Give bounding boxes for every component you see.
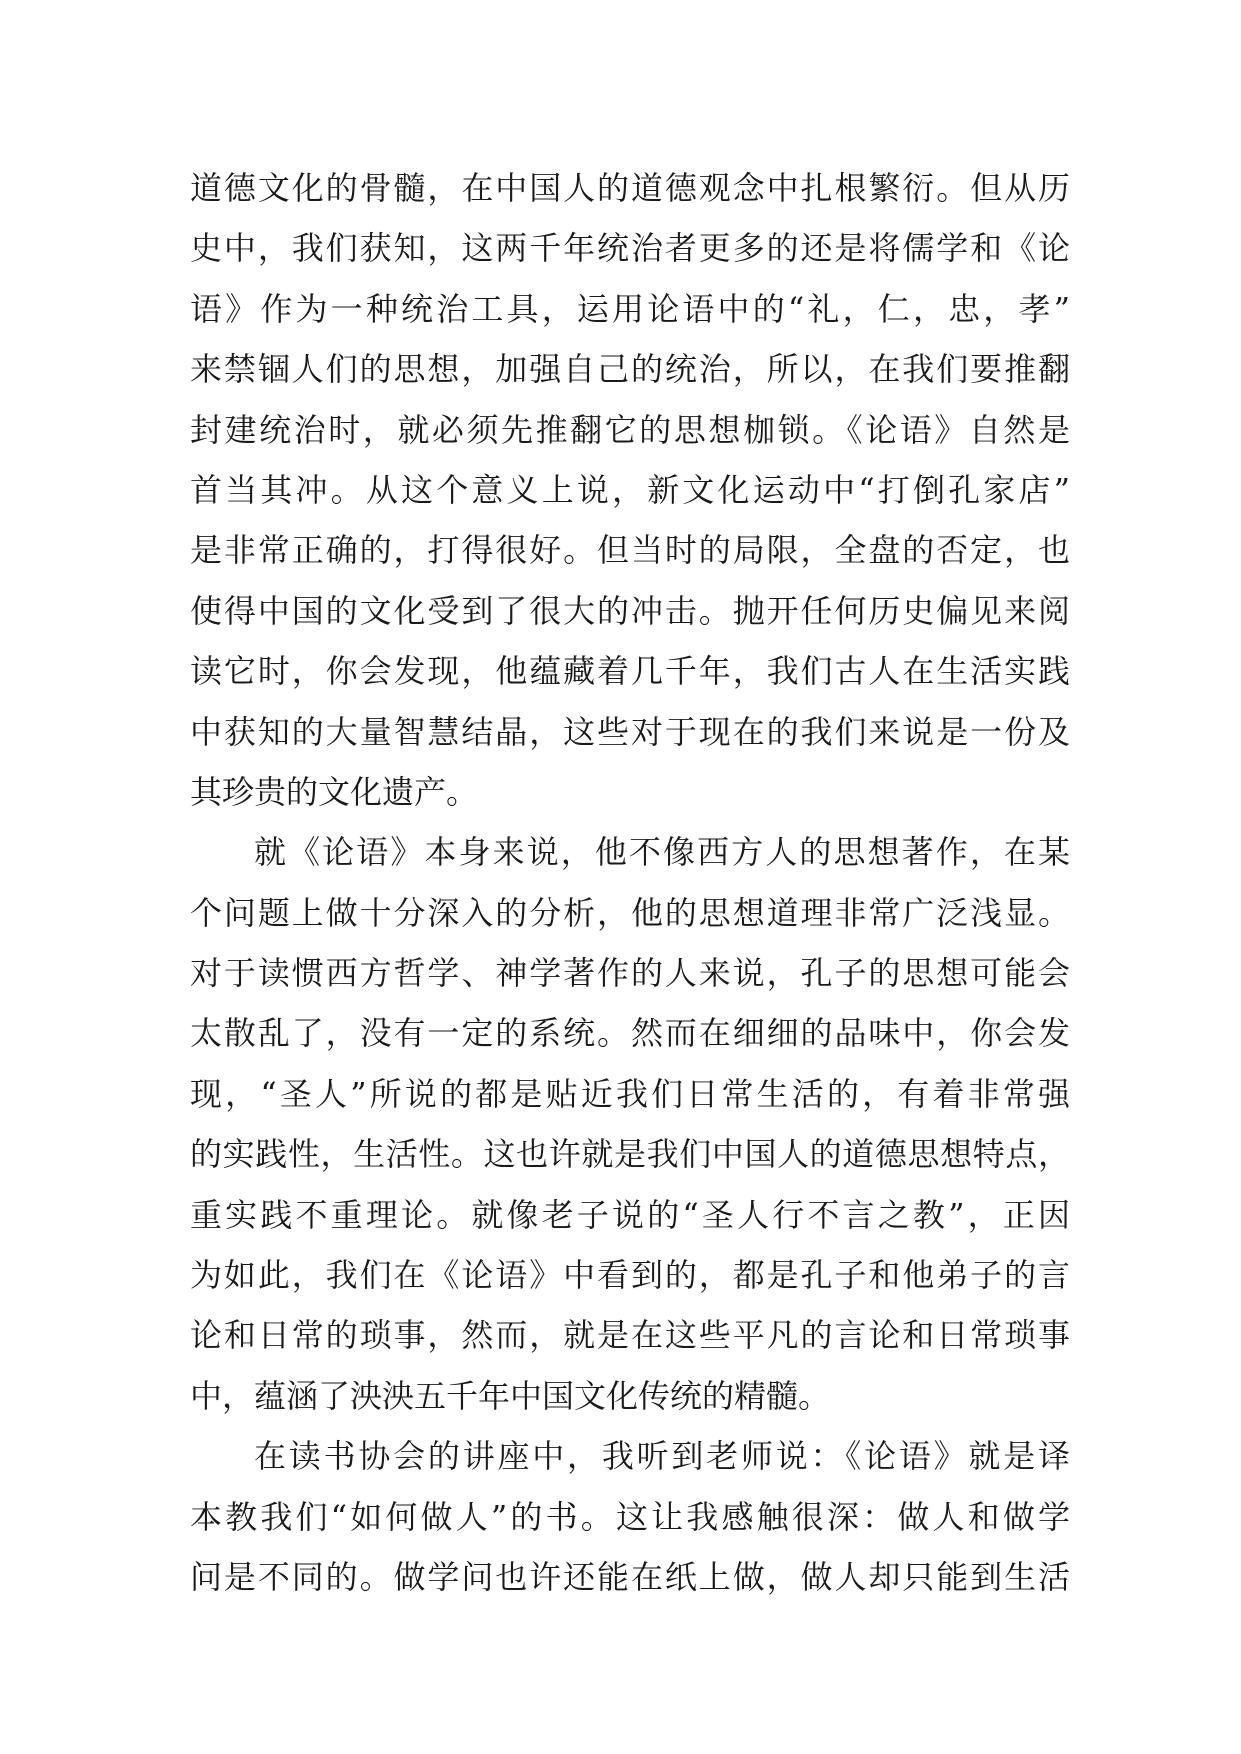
text-line: 本教我们“如何做人”的书。这让我感触很深：做人和做学 xyxy=(190,1497,1070,1536)
text-line: 太散乱了，没有一定的系统。然而在细细的品味中，你会发 xyxy=(190,1014,1070,1053)
text-line: 论和日常的琐事，然而，就是在这些平凡的言论和日常琐事 xyxy=(190,1316,1070,1355)
text-line: 中获知的大量智慧结晶，这些对于现在的我们来说是一份及 xyxy=(190,712,1070,751)
text-line: 为如此，我们在《论语》中看到的，都是孔子和他弟子的言 xyxy=(190,1256,1070,1295)
text-line: 是非常正确的，打得很好。但当时的局限，全盘的否定，也 xyxy=(190,531,1070,570)
text-line: 在读书协会的讲座中，我听到老师说：《论语》就是译 xyxy=(254,1437,1070,1476)
text-line: 读它时，你会发现，他蕴藏着几千年，我们古人在生活实践 xyxy=(190,652,1070,691)
text-line: 中，蕴涵了泱泱五千年中国文化传统的精髓。 xyxy=(190,1376,831,1415)
text-line: 语》作为一种统治工具，运用论语中的“礼，仁，忠，孝” xyxy=(190,289,1070,328)
text-line: 就《论语》本身来说，他不像西方人的思想著作，在某 xyxy=(254,833,1070,872)
text-line: 对于读惯西方哲学、神学著作的人来说，孔子的思想可能会 xyxy=(190,954,1070,993)
paragraph-3 xyxy=(190,1426,1070,1607)
text-line: 的实践性，生活性。这也许就是我们中国人的道德思想特点， xyxy=(190,1135,1070,1174)
text-line: 封建统治时，就必须先推翻它的思想枷锁。《论语》自然是 xyxy=(190,410,1070,449)
text-line: 现，“圣人”所说的都是贴近我们日常生活的，有着非常强 xyxy=(190,1074,1070,1113)
text-line: 重实践不重理论。就像老子说的“圣人行不言之教”，正因 xyxy=(190,1195,1070,1234)
text-line: 问是不同的。做学问也许还能在纸上做，做人却只能到生活 xyxy=(190,1557,1070,1596)
body-text xyxy=(190,158,1070,1607)
text-line: 使得中国的文化受到了很大的冲击。抛开任何历史偏见来阅 xyxy=(190,591,1070,630)
text-line: 首当其冲。从这个意义上说，新文化运动中“打倒孔家店” xyxy=(190,470,1070,509)
text-line: 其珍贵的文化遗产。 xyxy=(190,772,479,811)
paragraph-1 xyxy=(190,158,1070,822)
text-line: 道德文化的骨髓，在中国人的道德观念中扎根繁衍。但从历 xyxy=(190,169,1070,207)
paragraph-2 xyxy=(190,822,1070,1426)
text-line: 个问题上做十分深入的分析，他的思想道理非常广泛浅显。 xyxy=(190,893,1070,932)
text-line: 来禁锢人们的思想，加强自己的统治，所以，在我们要推翻 xyxy=(190,350,1070,389)
text-line: 史中，我们获知，这两千年统治者更多的还是将儒学和《论 xyxy=(190,229,1070,268)
